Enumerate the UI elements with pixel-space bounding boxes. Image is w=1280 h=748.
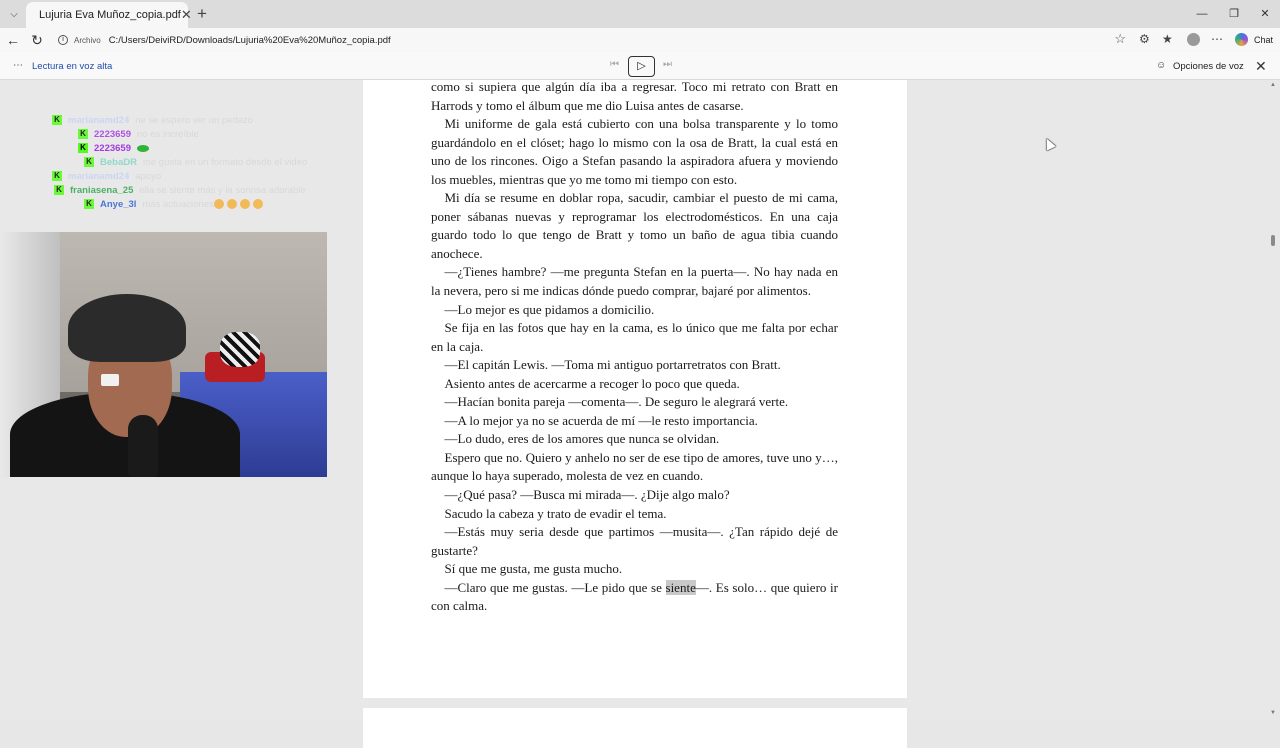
paragraph: —A lo mejor ya no se acuerda de mí —le resto importancia. <box>444 412 758 428</box>
profile-avatar[interactable] <box>1187 33 1200 46</box>
emoji-icon <box>253 199 263 209</box>
microphone <box>128 415 158 477</box>
close-read-aloud-icon[interactable]: ✕ <box>1255 58 1267 74</box>
chat-username: franiasena_25 <box>70 184 134 196</box>
close-tab-icon[interactable]: ✕ <box>180 7 192 22</box>
chat-text: me gusta en un formato desde el video <box>142 156 308 168</box>
chat-username: 2223659 <box>94 128 131 140</box>
kick-badge-icon: K <box>84 199 94 209</box>
chat-text: más actuaciones <box>142 198 214 210</box>
chat-message <box>78 142 149 154</box>
back-icon[interactable]: ← <box>6 32 20 48</box>
pdf-page <box>363 80 907 698</box>
paragraph: Se fija en las fotos que hay en la cama, es lo único que me falta por echar en la caja. <box>431 320 838 354</box>
favorite-star-icon[interactable]: ☆ <box>1114 31 1126 46</box>
tab-title: Lujuria Eva Muñoz_copia.pdf <box>39 9 181 21</box>
paragraph: Sacudo la cabeza y trato de evadir el tema. <box>444 505 667 521</box>
chat-message <box>84 198 266 210</box>
previous-paragraph-icon[interactable]: ⏮ <box>610 59 619 70</box>
kick-badge-icon: K <box>78 129 88 139</box>
kick-badge-icon: K <box>52 171 62 181</box>
copilot-icon[interactable] <box>1235 33 1248 46</box>
chat-text: apoyo <box>135 170 162 182</box>
emoji-icon <box>227 199 237 209</box>
chat-message <box>54 184 306 196</box>
webcam-overlay <box>0 232 327 477</box>
scroll-down-icon[interactable]: ▼ <box>1270 710 1276 716</box>
kick-badge-icon: K <box>84 157 94 167</box>
info-icon[interactable]: i <box>58 35 68 45</box>
tab-actions-menu-icon[interactable]: ⌵ <box>10 8 18 20</box>
navigation-bar <box>0 28 1280 52</box>
chat-message <box>52 170 161 182</box>
kick-badge-icon: K <box>52 115 62 125</box>
voice-options-button[interactable]: Opciones de voz <box>1173 61 1244 72</box>
scroll-up-icon[interactable]: ▲ <box>1270 82 1276 88</box>
close-window-icon[interactable]: ✕ <box>1260 8 1270 20</box>
chat-username: 2223659 <box>94 142 131 154</box>
paragraph: Espero que no. Quiero y anhelo no ser de ese tipo de amores, tuve uno y…, aunque lo haya superado, molesta de vez en cuando. <box>431 449 838 484</box>
chat-username: Anye_3l <box>100 198 137 210</box>
extensions-icon[interactable]: ⚙ <box>1139 32 1150 46</box>
voice-options-icon[interactable]: ☺ <box>1156 60 1167 71</box>
paragraph: —Lo mejor es que pidamos a domicilio. <box>444 301 655 317</box>
paragraph: —El capitán Lewis. —Toma mi antiguo portarretratos con Bratt. <box>444 357 781 373</box>
restore-icon[interactable]: ❐ <box>1229 8 1239 20</box>
more-menu-icon[interactable]: ⋯ <box>1211 32 1223 46</box>
paragraph: Sí que me gusta, me gusta mucho. <box>444 561 623 577</box>
chat-button[interactable]: Chat <box>1254 35 1274 45</box>
play-button[interactable]: ▷ <box>628 56 655 77</box>
tab-strip <box>0 0 1280 28</box>
read-aloud-more-icon[interactable]: ⋯ <box>13 60 24 71</box>
paragraph: Mi día se resume en doblar ropa, sacudir, cambiar el puesto de mi cama, poner sábanas nuevas y reprogramar los electrodomésticos. En una caja guardo todo lo que tengo de Bratt y tomo un baño de agua tibia cuando anochece. <box>431 190 838 261</box>
chat-username: BebaDR <box>100 156 137 168</box>
chat-text: ella se siente más y la sonrisa adorable <box>139 184 306 196</box>
read-aloud-highlight: siente <box>665 579 696 595</box>
address-bar[interactable] <box>50 30 1134 50</box>
tab-active[interactable] <box>26 2 192 28</box>
paragraph: —¿Tienes hambre? —me pregunta Stefan en la puerta—. No hay nada en la nevera, pero si me indicas dónde puedo comprar, bajaré por alimentos. <box>431 264 838 299</box>
address-url[interactable]: C:/Users/DeiviRD/Downloads/Lujuria%20Eva%20Muñoz_copia.pdf <box>108 34 391 46</box>
favorites-icon[interactable]: ★ <box>1162 32 1173 46</box>
chat-username: marianamd24 <box>68 170 130 182</box>
chat-username: marianamd24 <box>68 114 130 126</box>
chat-text: ne se espero ver un pedazo <box>135 114 254 126</box>
emoji-icon <box>240 199 250 209</box>
emoji-icon <box>214 199 224 209</box>
kick-badge-icon: K <box>78 143 88 153</box>
chat-text: no es increíble <box>136 128 199 140</box>
paragraph: —Claro que me gustas. —Le pido que se siente—. Es solo… que quiero ir con calma. <box>431 579 838 614</box>
stream-chat-overlay <box>0 114 345 214</box>
paragraph: —¿Qué pasa? —Busca mi mirada—. ¿Dije algo malo? <box>444 487 730 503</box>
page-text <box>431 78 838 616</box>
scrollbar-thumb[interactable] <box>1271 235 1275 246</box>
kick-badge-icon: K <box>54 185 64 195</box>
paragraph: Mi uniforme de gala está cubierto con una bolsa transparente y lo tomo guardándolo en el clóset; hago lo mismo con la osa de Bratt, la cual está en uno de los rincones. Oigo a Stefan pasando la aspiradora afuera y moviendo los muebles, mientras que yo me tomo mi tiempo con esto. <box>431 116 838 187</box>
chat-message <box>78 128 199 140</box>
green-emote-icon <box>137 145 149 152</box>
paragraph: —Hacían bonita pareja —comenta—. De seguro le alegrará verte. <box>444 394 789 410</box>
vertical-scrollbar[interactable] <box>1266 80 1280 720</box>
chat-message <box>84 156 307 168</box>
refresh-icon[interactable]: ↻ <box>31 32 43 48</box>
new-tab-button[interactable]: + <box>197 4 207 23</box>
paragraph: Asiento antes de acercarme a recoger lo poco que queda. <box>444 375 740 391</box>
next-paragraph-icon[interactable]: ⏭ <box>663 59 672 70</box>
paragraph: —Lo dudo, eres de los amores que nunca se olvidan. <box>444 431 720 447</box>
pdf-next-page <box>363 708 907 748</box>
address-scheme-label: Archivo <box>74 35 101 45</box>
paragraph: —Estás muy seria desde que partimos —musita—. ¿Tan rápido dejé de gustarte? <box>431 524 838 558</box>
read-aloud-toolbar <box>0 52 1280 80</box>
pdf-viewer <box>0 80 1280 720</box>
read-aloud-title: Lectura en voz alta <box>32 61 113 72</box>
mouse-cursor-icon <box>1042 136 1056 150</box>
minimize-icon[interactable]: — <box>1196 8 1208 20</box>
chat-message <box>52 114 253 126</box>
paragraph: como si supiera que algún día iba a regresar. Toco mi retrato con Bratt en Harrods y tomo el álbum que me dio Luisa antes de casarse. <box>431 79 838 113</box>
